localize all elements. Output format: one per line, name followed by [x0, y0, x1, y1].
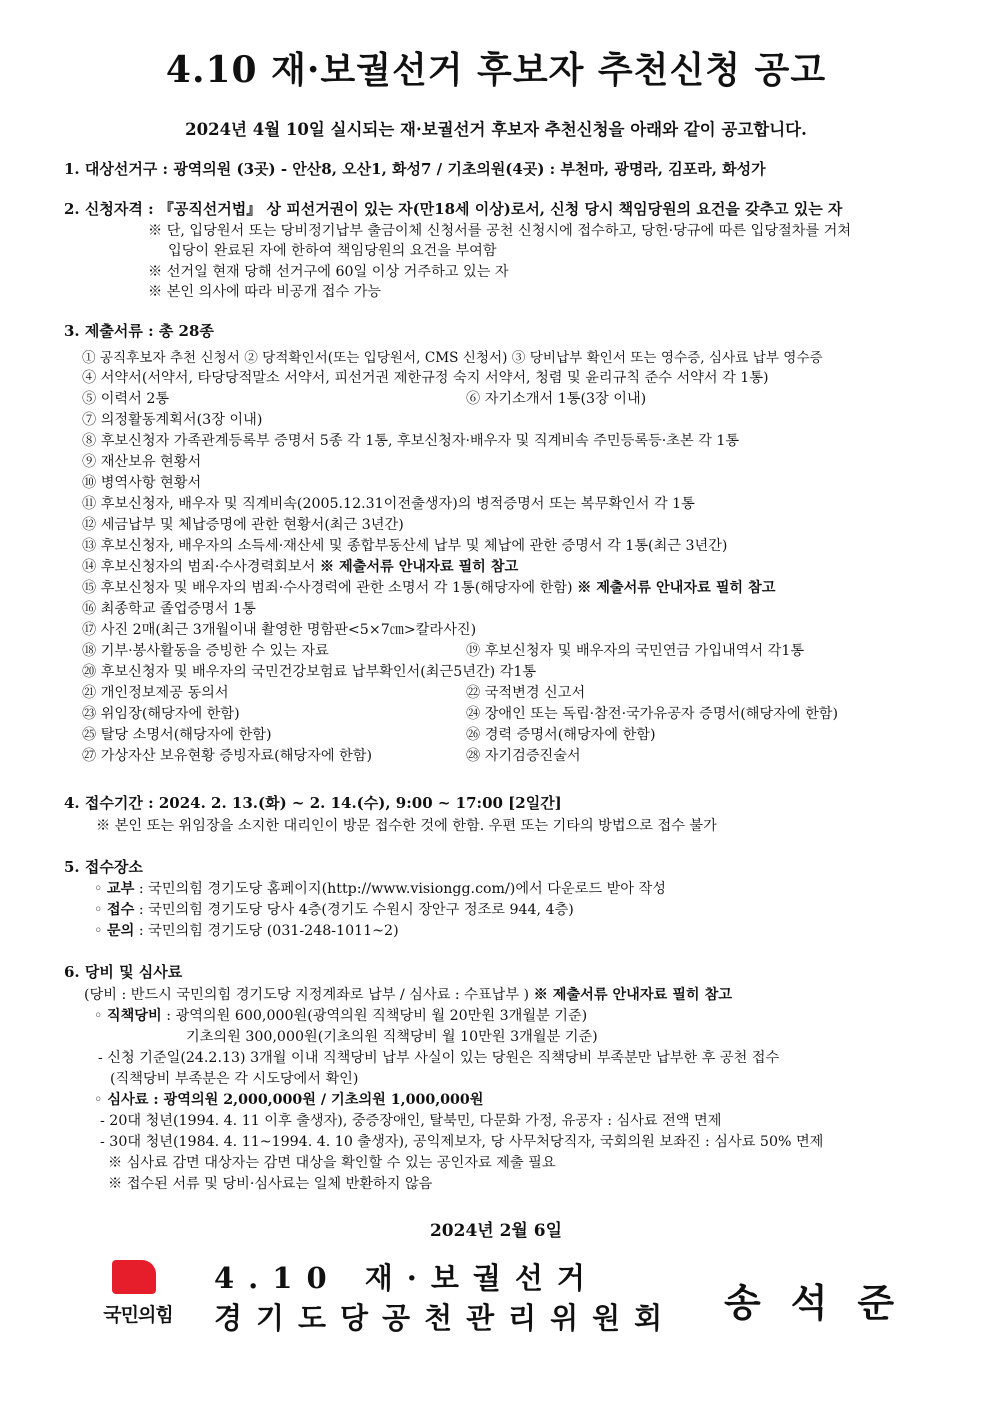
section-2-eligibility: 2. 신청자격 : 『공직선거법』 상 피선거권이 있는 자(만18세 이상)로서, 신청 당시 책임당원의 요건을 갖추고 있는 자 — [64, 200, 843, 218]
fees-review-text: 심사료 : 광역의원 2,000,000원 / 기초의원 1,000,000원 — [107, 1092, 484, 1108]
eligibility-note-3: ※ 본인 의사에 따라 비공개 접수 가능 — [148, 284, 382, 300]
party-logo-text: 국민의힘 — [103, 1304, 173, 1326]
document-item-text: ⑮ 후보신청자 및 배우자의 범죄·수사경력에 관한 소명서 각 1통(해당자에 한함) — [82, 580, 573, 596]
document-item: ⑱ 기부·봉사활동을 증빙한 수 있는 자료 — [82, 643, 329, 659]
eligibility-note-1: ※ 단, 입당원서 또는 당비정기납부 출금이체 신청서를 공천 신청시에 접수하고, 당헌·당규에 따른 입당절차를 거쳐 — [148, 223, 852, 239]
location-label: 교부 — [106, 881, 135, 897]
location-submission: ◦ 접수 : 국민의힘 경기도당 당사 4층(경기도 수원시 장안구 정조로 944, 4층) — [94, 902, 574, 918]
document-item: ⑬ 후보신청자, 배우자의 소득세·재산세 및 종합부동산세 납부 및 체납에 관한 증명서 각 1통(최근 3년간) — [82, 538, 728, 554]
document-item: ㉕ 탈당 소명서(해당자에 한함) — [82, 727, 272, 743]
fees-label: 직책당비 — [106, 1008, 162, 1024]
document-item: ㉘ 자기검증진술서 — [466, 748, 581, 764]
location-value: : 국민의힘 경기도당 홈페이지(http://www.visiongg.com/)에서 다운로드 받아 작성 — [134, 881, 666, 897]
location-inquiry: ◦ 문의 : 국민의힘 경기도당 (031-248-1011~2) — [94, 923, 399, 939]
fees-payment-note — [84, 984, 732, 1004]
document-item: ⑲ 후보신청자 및 배우자의 국민연금 가입내역서 각1통 — [466, 643, 805, 659]
fees-duty-regional: ◦ 직책당비 : 광역의원 600,000원(광역의원 직책당비 월 20만원 3개월분 기준) — [94, 1008, 588, 1024]
section-4-period: 4. 접수기간 : 2024. 2. 13.(화) ~ 2. 14.(수), 9:00 ~ 17:00 [2일간] — [64, 794, 562, 812]
notice-date: 2024년 2월 6일 — [429, 1221, 563, 1241]
fees-note: ※ 심사료 감면 대상자는 감면 대상을 확인할 수 있는 공인자료 제출 필요 — [108, 1155, 556, 1171]
page-title: 4.10 재·보궐선거 후보자 추천신청 공고 — [165, 49, 827, 91]
document-item: ⑳ 후보신청자 및 배우자의 국민건강보험료 납부확인서(최근5년간) 각1통 — [82, 664, 537, 680]
fees-payment-text: (당비 : 반드시 국민의힘 경기도당 지정계좌로 납부 / 심사료 : 수표납부 ) — [84, 987, 530, 1003]
eligibility-note-1-cont: 입당이 완료된 자에 한하여 책임당원의 요건을 부여함 — [168, 243, 497, 259]
location-label: 문의 — [106, 923, 135, 939]
section-6-fees: 6. 당비 및 심사료 — [64, 963, 183, 981]
document-item: ⑯ 최종학교 졸업증명서 1통 — [82, 601, 256, 617]
document-item — [82, 556, 518, 576]
document-item: ㉒ 국적변경 신고서 — [466, 685, 586, 701]
location-value: : 국민의힘 경기도당 (031-248-1011~2) — [134, 923, 399, 939]
document-item: ⑨ 재산보유 현황서 — [82, 454, 202, 470]
fees-note: - 신청 기준일(24.2.13) 3개월 이내 직책당비 납부 사실이 있는 당원은 직책당비 부족분만 납부한 후 공천 접수 — [98, 1050, 780, 1066]
party-logo — [92, 1260, 184, 1332]
document-item-text: ⑭ 후보신청자의 범죄·수사경력회보서 — [82, 559, 316, 575]
fees-review: ◦ 심사료 : 광역의원 2,000,000원 / 기초의원 1,000,000원 — [94, 1092, 484, 1108]
document-item — [82, 577, 775, 597]
fees-exemption: - 30대 청년(1984. 4. 11~1994. 4. 10 출생자), 공익제보자, 당 사무처당직자, 국회의원 보좌진 : 심사료 50% 면제 — [100, 1134, 824, 1150]
committee-line-2: 경기도당공천관리위원회 — [214, 1301, 677, 1335]
fees-duty-basic: 기초의원 300,000원(기초의원 직책당비 월 10만원 3개월분 기준) — [186, 1029, 598, 1045]
document-item: ① 공직후보자 추천 신청서 ② 당적확인서(또는 입당원서, CMS 신청서) ③ 당비납부 확인서 또는 영수증, 심사료 납부 영수증 — [82, 350, 823, 366]
fees-value: : 광역의원 600,000원(광역의원 직책당비 월 20만원 3개월분 기준) — [161, 1008, 588, 1024]
party-logo-mark — [112, 1260, 156, 1294]
section-1-target-districts: 1. 대상선거구 : 광역의원 (3곳) - 안산8, 오산1, 화성7 / 기초의원(4곳) : 부천마, 광명라, 김포라, 화성가 — [64, 160, 766, 178]
section-5-location: 5. 접수장소 — [64, 858, 143, 876]
fees-note: ※ 접수된 서류 및 당비·심사료는 일체 반환하지 않음 — [108, 1176, 433, 1192]
document-item: ⑥ 자기소개서 1통(3장 이내) — [466, 391, 647, 407]
eligibility-note-2: ※ 선거일 현재 당해 선거구에 60일 이상 거주하고 있는 자 — [148, 264, 509, 280]
signer-name: 송석준 — [724, 1280, 925, 1325]
document-item: ㉖ 경력 증명서(해당자에 한함) — [466, 727, 656, 743]
period-note: ※ 본인 또는 위임장을 소지한 대리인이 방문 접수한 것에 한함. 우편 또는 기타의 방법으로 접수 불가 — [96, 818, 717, 834]
document-item: ⑤ 이력서 2통 — [82, 391, 170, 407]
document-item: ④ 서약서(서약서, 타당당적말소 서약서, 피선거권 제한규정 숙지 서약서, 청렴 및 윤리규칙 준수 서약서 각 1통) — [82, 370, 769, 386]
document-item: ㉑ 개인정보제공 동의서 — [82, 685, 229, 701]
section-3-documents: 3. 제출서류 : 총 28종 — [64, 322, 214, 340]
document-item: ⑰ 사진 2매(최근 3개월이내 촬영한 명함판<5×7㎝>칼라사진) — [82, 622, 477, 638]
intro-text: 2024년 4월 10일 실시되는 재·보궐선거 후보자 추천신청을 아래와 같이 공고합니다. — [185, 120, 807, 139]
reference-note: ※ 제출서류 안내자료 필히 참고 — [577, 580, 776, 596]
location-value: : 국민의힘 경기도당 당사 4층(경기도 수원시 장안구 정조로 944, 4층) — [134, 902, 574, 918]
document-item: ㉗ 가상자산 보유현황 증빙자료(해당자에 한함) — [82, 748, 372, 764]
document-item: ⑫ 세금납부 및 체납증명에 관한 현황서(최근 3년간) — [82, 517, 404, 533]
document-item: ⑪ 후보신청자, 배우자 및 직계비속(2005.12.31이전출생자)의 병적증명서 또는 복무확인서 각 1통 — [82, 496, 695, 512]
reference-note: ※ 제출서류 안내자료 필히 참고 — [533, 987, 732, 1003]
reference-note: ※ 제출서류 안내자료 필히 참고 — [319, 559, 519, 575]
document-item: ⑧ 후보신청자 가족관계등록부 증명서 5종 각 1통, 후보신청자·배우자 및 직계비속 주민등록등·초본 각 1통 — [82, 433, 740, 449]
committee-line-1: 4.10 재·보궐선거 — [214, 1261, 599, 1295]
location-label: 접수 — [106, 902, 135, 918]
fees-note: (직책당비 부족분은 각 시도당에서 확인) — [110, 1071, 359, 1087]
document-item: ⑦ 의정활동계획서(3장 이내) — [82, 412, 263, 428]
committee-name — [214, 1258, 694, 1338]
fees-exemption: - 20대 청년(1994. 4. 11 이후 출생자), 중증장애인, 탈북민, 다문화 가정, 유공자 : 심사료 전액 면제 — [100, 1113, 722, 1129]
document-item: ㉓ 위임장(해당자에 한함) — [82, 706, 240, 722]
location-distribution: ◦ 교부 : 국민의힘 경기도당 홈페이지(http://www.visiongg.com/)에서 다운로드 받아 작성 — [94, 881, 666, 897]
document-item: ⑩ 병역사항 현황서 — [82, 475, 202, 491]
document-item: ㉔ 장애인 또는 독립·참전·국가유공자 증명서(해당자에 한함) — [466, 706, 839, 722]
